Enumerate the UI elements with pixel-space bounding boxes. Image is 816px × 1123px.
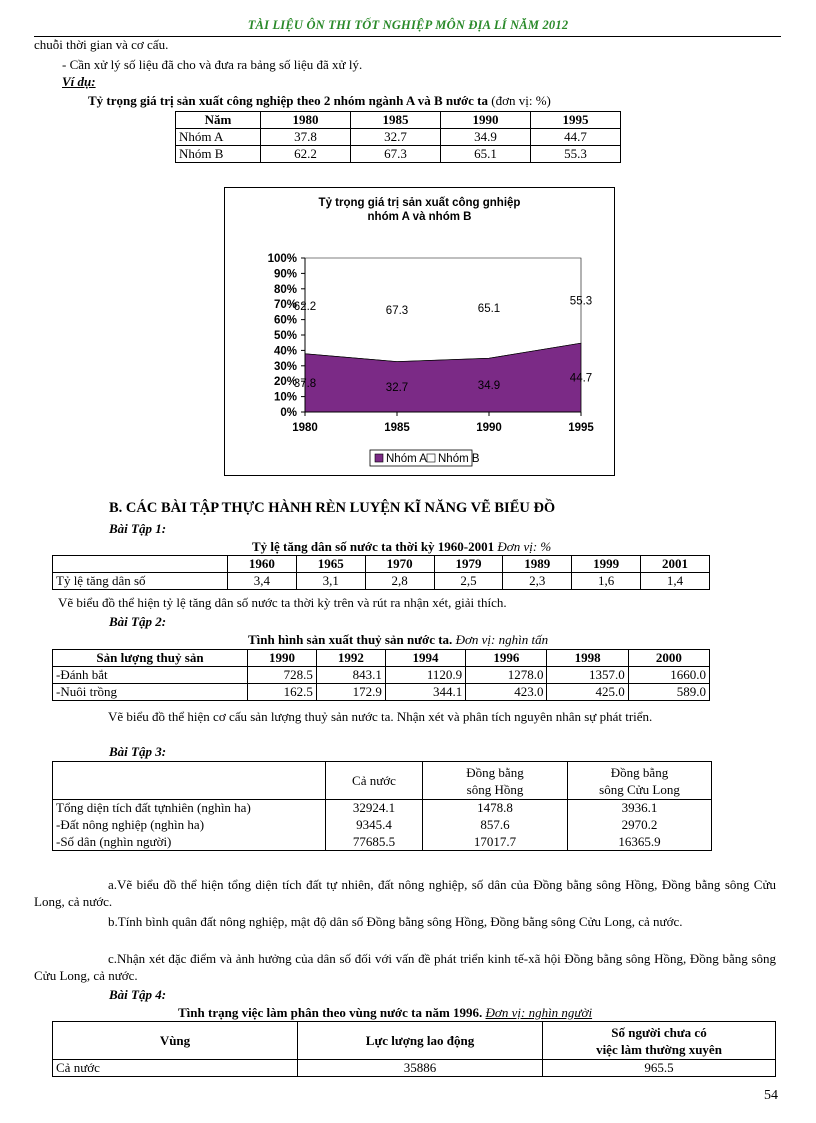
- ex4-title-text: Tình trạng việc làm phân theo vùng nước ta năm 1996.: [178, 1005, 483, 1020]
- table-cell: -Nuôi trồng: [53, 684, 248, 701]
- legend-swatch-nhom-a: [375, 454, 383, 462]
- table-header: 1970: [365, 556, 434, 573]
- table-cell: -Đất nông nghiệp (nghìn ha): [53, 817, 326, 834]
- table-cell: 37.8: [261, 129, 351, 146]
- table-cell: 965.5: [543, 1060, 776, 1077]
- x-tick-label: 1990: [476, 422, 502, 434]
- y-tick-label: 80%: [273, 283, 297, 296]
- table-cell: 1357.0: [547, 667, 628, 684]
- table-header: 1995: [531, 112, 621, 129]
- ex1-label: Bài Tập 1:: [109, 521, 167, 536]
- table-cell: 62.2: [261, 146, 351, 163]
- table-cell: 1,4: [641, 573, 710, 590]
- page-number: 54: [764, 1088, 778, 1103]
- section-b-heading: B. CÁC BÀI TẬP THỰC HÀNH RÈN LUYỆN KĨ NĂNG VẼ BIỂU ĐỒ: [109, 500, 556, 516]
- table-cell: 589.0: [628, 684, 709, 701]
- data-label-nhom-b: 67.3: [385, 304, 409, 317]
- ex2-title: [248, 632, 548, 648]
- ex1-title-text: Tỷ lệ tăng dân số nước ta thời kỳ 1960-2001: [252, 539, 495, 554]
- ex3-task-b: b.Tính bình quân đất nông nghiệp, mật độ dân số Đồng bằng sông Hồng, Đồng bằng sông Cửu Long, cả nước.: [108, 914, 683, 929]
- table-cell: 1,6: [572, 573, 641, 590]
- table-header: [53, 556, 228, 573]
- table-cell: Tỷ lệ tăng dân số: [53, 573, 228, 590]
- area-chart: [224, 187, 615, 476]
- table-header: Vùng: [53, 1022, 298, 1060]
- y-tick-label: 10%: [273, 391, 297, 404]
- example-unit: (đơn vị: %): [491, 93, 551, 108]
- table-header: 1994: [385, 650, 465, 667]
- data-label-nhom-b: 62.2: [293, 300, 317, 313]
- table-cell: 3,4: [228, 573, 297, 590]
- data-label-nhom-b: 65.1: [477, 303, 501, 316]
- table-cell: 2970.2: [568, 817, 712, 834]
- table-header: 1996: [466, 650, 547, 667]
- table-header: [568, 762, 712, 800]
- table-cell: Nhóm B: [176, 146, 261, 163]
- table-header: 1980: [261, 112, 351, 129]
- table-cell: 32924.1: [326, 800, 423, 817]
- intro-line-1: chuỗi thời gian và cơ cấu.: [34, 37, 169, 52]
- intro-line-2: - Cần xử lý số liệu đã cho và đưa ra bảng số liệu đã xử lý.: [62, 57, 363, 72]
- table-header: 1965: [296, 556, 365, 573]
- table-cell: 857.6: [423, 817, 568, 834]
- table-cell: Nhóm A: [176, 129, 261, 146]
- table-cell: 172.9: [316, 684, 385, 701]
- data-label-nhom-a: 34.9: [477, 380, 501, 393]
- y-tick-label: 100%: [267, 253, 297, 265]
- ex1-unit: Đơn vị: %: [497, 539, 552, 554]
- table-cell: 3936.1: [568, 800, 712, 817]
- table-row: [53, 1060, 776, 1077]
- table-header: 1960: [228, 556, 297, 573]
- table-header: Năm: [176, 112, 261, 129]
- chart-title-line-1: Tỷ trọng giá trị sản xuất công gnhiệp: [318, 197, 521, 209]
- table-cell: 1660.0: [628, 667, 709, 684]
- table-row: [176, 129, 621, 146]
- ex1-table: [52, 555, 710, 590]
- header-line: sông Hồng: [466, 781, 524, 797]
- table-cell: 67.3: [351, 146, 441, 163]
- table-row: [176, 146, 621, 163]
- table-header: [543, 1022, 776, 1060]
- ex2-table: [52, 649, 710, 701]
- table-cell: 423.0: [466, 684, 547, 701]
- table-cell: 1278.0: [466, 667, 547, 684]
- header-line: Đồng bằng: [466, 764, 524, 780]
- header-line: Đồng bằng: [610, 764, 669, 780]
- legend-swatch-nhom-b: [427, 454, 435, 462]
- legend-label-nhom-a: Nhóm A: [386, 453, 427, 465]
- table-row: [53, 573, 710, 590]
- ex3-task-c: c.Nhận xét đặc điểm và ảnh hưởng của dân số đối với vấn đề phát triển kinh tế-xã hội Đồng bằng sông Hồng, Đồng bằng sông Cửu Long, cả nước.: [34, 951, 776, 983]
- table-header: 1979: [434, 556, 503, 573]
- table-header: Sản lượng thuỷ sản: [53, 650, 248, 667]
- x-tick-label: 1985: [384, 422, 410, 434]
- table-cell: 425.0: [547, 684, 628, 701]
- x-tick-label: 1980: [292, 422, 318, 434]
- table-header: 1990: [248, 650, 317, 667]
- table-cell: 162.5: [248, 684, 317, 701]
- ex4-label: Bài Tập 4:: [109, 987, 167, 1002]
- table-header: Lực lượng lao động: [298, 1022, 543, 1060]
- table-header: 1999: [572, 556, 641, 573]
- table-cell: 1120.9: [385, 667, 465, 684]
- table-cell: Cả nước: [53, 1060, 298, 1077]
- table-cell: 2,3: [503, 573, 572, 590]
- header-line: việc làm thường xuyên: [596, 1041, 722, 1057]
- table-cell: 2,8: [365, 573, 434, 590]
- y-tick-label: 60%: [273, 314, 297, 327]
- ex3-table: [52, 761, 712, 851]
- table-header: [53, 762, 326, 800]
- table-header: 1998: [547, 650, 628, 667]
- ex1-title: [252, 539, 551, 555]
- table-header: [423, 762, 568, 800]
- data-label-nhom-a: 32.7: [385, 381, 409, 394]
- data-label-nhom-a: 44.7: [569, 372, 593, 385]
- ex4-title: [178, 1005, 592, 1021]
- table-cell: 344.1: [385, 684, 465, 701]
- ex2-label: Bài Tập 2:: [109, 614, 167, 629]
- x-tick-label: 1995: [568, 422, 594, 434]
- y-tick-label: 40%: [273, 345, 297, 358]
- series-area-nhom-b: [305, 258, 581, 362]
- table-cell: -Đánh bắt: [53, 667, 248, 684]
- table-cell: 55.3: [531, 146, 621, 163]
- header-line: sông Cửu Long: [599, 781, 680, 797]
- y-tick-label: 90%: [273, 268, 297, 281]
- ex3-task-a: a.Vẽ biểu đồ thể hiện tổng diện tích đất tự nhiên, đất nông nghiệp, số dân của Đồng bằng sông Hồng, Đồng bằng sông Cửu Long, cả nước.: [34, 877, 776, 909]
- table-cell: 843.1: [316, 667, 385, 684]
- y-tick-label: 30%: [273, 360, 297, 373]
- table-cell: 17017.7: [423, 834, 568, 851]
- table-cell: 32.7: [351, 129, 441, 146]
- ex4-table: [52, 1021, 776, 1077]
- example-table: [175, 111, 621, 163]
- example-label: Ví dụ:: [62, 74, 96, 89]
- example-title-text: Tỷ trọng giá trị sản xuất công nghiệp theo 2 nhóm ngành A và B nước ta: [88, 93, 489, 108]
- table-cell: -Số dân (nghìn người): [53, 834, 326, 851]
- table-cell: 65.1: [441, 146, 531, 163]
- table-row: [53, 834, 712, 851]
- ex1-task: Vẽ biểu đồ thể hiện tỷ lệ tăng dân số nước ta thời kỳ trên và rút ra nhận xét, giải thích.: [58, 595, 507, 610]
- legend-label-nhom-b: Nhóm B: [438, 453, 480, 465]
- ex2-title-text: Tình hình sản xuất thuỷ sản nước ta.: [248, 632, 453, 647]
- ex3-label: Bài Tập 3:: [109, 744, 167, 759]
- table-cell: 16365.9: [568, 834, 712, 851]
- y-tick-label: 70%: [273, 299, 297, 312]
- ex2-task: Vẽ biểu đồ thể hiện cơ cấu sản lượng thuỷ sản nước ta. Nhận xét và phân tích nguyên nhân sự phát triển.: [108, 709, 653, 724]
- ex4-unit: Đơn vị: nghìn người: [485, 1005, 593, 1020]
- table-header: 1992: [316, 650, 385, 667]
- table-cell: 44.7: [531, 129, 621, 146]
- data-label-nhom-b: 55.3: [569, 295, 593, 308]
- table-cell: 35886: [298, 1060, 543, 1077]
- example-title: [88, 93, 551, 109]
- table-header: 1985: [351, 112, 441, 129]
- table-header: 2001: [641, 556, 710, 573]
- table-header: 1990: [441, 112, 531, 129]
- table-cell: 9345.4: [326, 817, 423, 834]
- table-cell: 1478.8: [423, 800, 568, 817]
- y-tick-label: 0%: [280, 407, 297, 419]
- table-row: [53, 800, 712, 817]
- table-row: [53, 684, 710, 701]
- table-cell: Tổng diện tích đất tựnhiên (nghìn ha): [53, 800, 326, 817]
- page-header: TÀI LIỆU ÔN THI TỐT NGHIỆP MÔN ĐỊA LÍ NĂM 2012: [247, 18, 569, 32]
- table-row: [53, 667, 710, 684]
- table-header: 2000: [628, 650, 709, 667]
- table-row: [53, 817, 712, 834]
- y-tick-label: 20%: [273, 376, 297, 389]
- ex2-unit: Đơn vị: nghìn tấn: [455, 632, 549, 647]
- table-cell: 34.9: [441, 129, 531, 146]
- data-label-nhom-a: 37.8: [293, 377, 317, 390]
- table-cell: 2,5: [434, 573, 503, 590]
- chart-plot: [225, 188, 614, 475]
- table-header: 1989: [503, 556, 572, 573]
- y-tick-label: 50%: [273, 330, 297, 342]
- table-cell: 728.5: [248, 667, 317, 684]
- chart-title-line-2: nhóm A và nhóm B: [367, 211, 472, 223]
- table-cell: 77685.5: [326, 834, 423, 851]
- table-header: Cả nước: [326, 762, 423, 800]
- table-cell: 3,1: [296, 573, 365, 590]
- header-line: Số người chưa có: [611, 1024, 707, 1040]
